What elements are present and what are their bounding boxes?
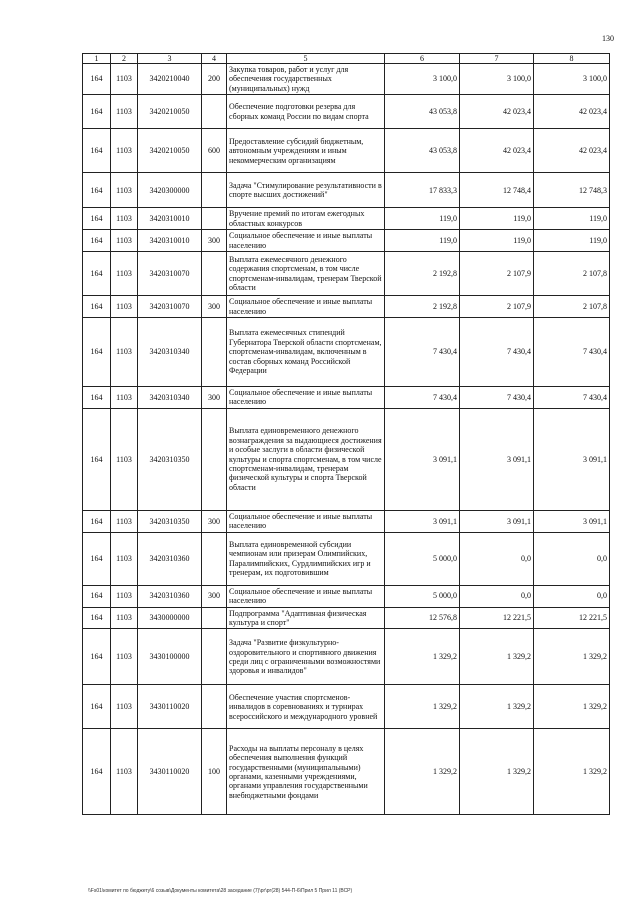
table-cell-c1: 164 xyxy=(83,607,111,629)
table-cell-c6: 7 430,4 xyxy=(385,317,460,386)
table-cell-c5: Задача "Стимулирование результативности в спорте высших достижений" xyxy=(227,173,385,208)
table-cell-c1: 164 xyxy=(83,729,111,815)
table-cell-c2: 1103 xyxy=(111,129,138,173)
table-cell-c6: 1 329,2 xyxy=(385,729,460,815)
table-cell-c2: 1103 xyxy=(111,585,138,607)
table-cell-c1: 164 xyxy=(83,252,111,296)
table-cell-c5: Социальное обеспечение и иные выплаты населению xyxy=(227,296,385,318)
table-cell-c6: 2 192,8 xyxy=(385,252,460,296)
table-cell-c1: 164 xyxy=(83,629,111,685)
table-cell-c7: 3 100,0 xyxy=(460,64,534,95)
table-header-row xyxy=(83,54,610,64)
table-cell-c3: 3420310010 xyxy=(138,208,202,230)
table-cell-c2: 1103 xyxy=(111,386,138,408)
table-row xyxy=(83,296,610,318)
table-cell-c3: 3420310360 xyxy=(138,532,202,585)
table-cell-c7: 7 430,4 xyxy=(460,317,534,386)
table-cell-c6: 3 091,1 xyxy=(385,510,460,532)
table-row xyxy=(83,252,610,296)
footer-file-path: \\Fs01\комитет по бюджету\6 созыв\Документы комитета\28 заседание (7)\рг\рг(28) 544-П-6\Прил 5 Прил 11 (ВСР) xyxy=(88,888,353,894)
table-row xyxy=(83,64,610,95)
table-cell-c6: 1 329,2 xyxy=(385,685,460,729)
table-cell-c5: Социальное обеспечение и иные выплаты населению xyxy=(227,386,385,408)
table-cell-c4 xyxy=(202,252,227,296)
table-cell-c2: 1103 xyxy=(111,729,138,815)
column-header-4: 4 xyxy=(202,54,227,64)
table-cell-c4 xyxy=(202,408,227,510)
table-cell-c3: 3420210050 xyxy=(138,129,202,173)
table-cell-c1: 164 xyxy=(83,230,111,252)
table-cell-c4 xyxy=(202,685,227,729)
table-cell-c3: 3420310360 xyxy=(138,585,202,607)
table-cell-c7: 42 023,4 xyxy=(460,95,534,129)
table-cell-c8: 2 107,8 xyxy=(534,296,610,318)
table-cell-c5: Подпрограмма "Адаптивная физическая культура и спорт" xyxy=(227,607,385,629)
table-cell-c8: 119,0 xyxy=(534,230,610,252)
table-body xyxy=(83,64,610,815)
table-cell-c4: 300 xyxy=(202,510,227,532)
table-cell-c7: 1 329,2 xyxy=(460,685,534,729)
table-cell-c6: 5 000,0 xyxy=(385,532,460,585)
table-row xyxy=(83,510,610,532)
column-header-8: 8 xyxy=(534,54,610,64)
table-cell-c8: 119,0 xyxy=(534,208,610,230)
table-cell-c2: 1103 xyxy=(111,252,138,296)
table-cell-c8: 1 329,2 xyxy=(534,629,610,685)
page-number: 130 xyxy=(602,34,614,43)
table-cell-c2: 1103 xyxy=(111,95,138,129)
table-cell-c6: 119,0 xyxy=(385,230,460,252)
table-row xyxy=(83,317,610,386)
table-cell-c3: 3420210050 xyxy=(138,95,202,129)
table-cell-c4 xyxy=(202,208,227,230)
table-cell-c3: 3420310350 xyxy=(138,510,202,532)
table-cell-c8: 3 100,0 xyxy=(534,64,610,95)
table-cell-c2: 1103 xyxy=(111,64,138,95)
table-cell-c4 xyxy=(202,532,227,585)
table-cell-c5: Социальное обеспечение и иные выплаты населению xyxy=(227,510,385,532)
table-cell-c7: 119,0 xyxy=(460,230,534,252)
table-cell-c3: 3420310340 xyxy=(138,386,202,408)
table-cell-c6: 43 053,8 xyxy=(385,129,460,173)
table-cell-c4 xyxy=(202,317,227,386)
table-cell-c7: 1 329,2 xyxy=(460,729,534,815)
table-cell-c5: Выплата единовременной субсидии чемпионам или призерам Олимпийских, Паралимпийских, Сурдлимпийских игр и тренерам, их подготовившим xyxy=(227,532,385,585)
table-cell-c4: 300 xyxy=(202,585,227,607)
table-cell-c8: 0,0 xyxy=(534,532,610,585)
table-cell-c3: 3430000000 xyxy=(138,607,202,629)
table-cell-c3: 3420310340 xyxy=(138,317,202,386)
table-cell-c7: 3 091,1 xyxy=(460,408,534,510)
table-cell-c6: 3 100,0 xyxy=(385,64,460,95)
table-cell-c6: 1 329,2 xyxy=(385,629,460,685)
table-cell-c3: 3430100000 xyxy=(138,629,202,685)
table-cell-c6: 3 091,1 xyxy=(385,408,460,510)
table-cell-c8: 42 023,4 xyxy=(534,95,610,129)
table-cell-c2: 1103 xyxy=(111,408,138,510)
table-cell-c5: Выплата ежемесячного денежного содержания спортсменам, в том числе спортсменам-инвалидам, тренерам Тверской области xyxy=(227,252,385,296)
table-row xyxy=(83,685,610,729)
table-cell-c7: 1 329,2 xyxy=(460,629,534,685)
table-cell-c5: Задача "Развитие физкультурно-оздоровительного и спортивного движения среди лиц с ограниченными возможностями здоровья и инвалидов" xyxy=(227,629,385,685)
table-cell-c8: 3 091,1 xyxy=(534,408,610,510)
table-row xyxy=(83,585,610,607)
table-cell-c2: 1103 xyxy=(111,317,138,386)
table-cell-c3: 3420310070 xyxy=(138,296,202,318)
table-cell-c2: 1103 xyxy=(111,173,138,208)
table-cell-c4 xyxy=(202,607,227,629)
table-cell-c3: 3420310010 xyxy=(138,230,202,252)
table-cell-c5: Обеспечение подготовки резерва для сборных команд России по видам спорта xyxy=(227,95,385,129)
table-cell-c3: 3420210040 xyxy=(138,64,202,95)
table-cell-c3: 3430110020 xyxy=(138,729,202,815)
table-cell-c7: 3 091,1 xyxy=(460,510,534,532)
table-cell-c7: 12 748,4 xyxy=(460,173,534,208)
table-cell-c6: 12 576,8 xyxy=(385,607,460,629)
table-cell-c8: 0,0 xyxy=(534,585,610,607)
table-cell-c1: 164 xyxy=(83,64,111,95)
table-cell-c7: 0,0 xyxy=(460,532,534,585)
table-cell-c8: 2 107,8 xyxy=(534,252,610,296)
table-cell-c6: 7 430,4 xyxy=(385,386,460,408)
table-row xyxy=(83,208,610,230)
table-cell-c4 xyxy=(202,95,227,129)
table-cell-c5: Вручение премий по итогам ежегодных областных конкурсов xyxy=(227,208,385,230)
table-cell-c6: 43 053,8 xyxy=(385,95,460,129)
table-cell-c2: 1103 xyxy=(111,532,138,585)
table-cell-c5: Социальное обеспечение и иные выплаты населению xyxy=(227,585,385,607)
table-cell-c5: Выплата ежемесячных стипендий Губернатора Тверской области спортсменам, спортсменам-инвалидам, включенным в состав сборных команд Российской Федерации xyxy=(227,317,385,386)
table-cell-c8: 7 430,4 xyxy=(534,386,610,408)
table-cell-c4: 100 xyxy=(202,729,227,815)
table-row xyxy=(83,629,610,685)
table-cell-c8: 3 091,1 xyxy=(534,510,610,532)
table-row xyxy=(83,607,610,629)
table-cell-c6: 17 833,3 xyxy=(385,173,460,208)
table-cell-c8: 7 430,4 xyxy=(534,317,610,386)
table-row xyxy=(83,532,610,585)
table-row xyxy=(83,129,610,173)
table-cell-c1: 164 xyxy=(83,532,111,585)
table-cell-c5: Закупка товаров, работ и услуг для обеспечения государственных (муниципальных) нужд xyxy=(227,64,385,95)
table-cell-c4 xyxy=(202,173,227,208)
table-row xyxy=(83,230,610,252)
table-row xyxy=(83,729,610,815)
table-cell-c2: 1103 xyxy=(111,629,138,685)
column-header-5: 5 xyxy=(227,54,385,64)
table-cell-c3: 3430110020 xyxy=(138,685,202,729)
column-header-2: 2 xyxy=(111,54,138,64)
table-cell-c7: 119,0 xyxy=(460,208,534,230)
budget-table xyxy=(82,53,610,815)
table-cell-c2: 1103 xyxy=(111,685,138,729)
table-cell-c4: 600 xyxy=(202,129,227,173)
column-header-7: 7 xyxy=(460,54,534,64)
table-cell-c5: Обеспечение участия спортсменов-инвалидов в соревнованиях и турнирах всероссийского и международного уровней xyxy=(227,685,385,729)
table-cell-c1: 164 xyxy=(83,173,111,208)
table-cell-c1: 164 xyxy=(83,317,111,386)
table-cell-c4: 300 xyxy=(202,296,227,318)
table-cell-c1: 164 xyxy=(83,208,111,230)
table-row xyxy=(83,95,610,129)
table-cell-c7: 0,0 xyxy=(460,585,534,607)
table-cell-c7: 7 430,4 xyxy=(460,386,534,408)
table-cell-c1: 164 xyxy=(83,386,111,408)
table-cell-c5: Выплата единовременного денежного вознаграждения за выдающиеся достижения и особые заслуги в области физической культуры и спорта спортсменам, в том числе спортсменам-инвалидам, тренерам физической культуры и спорта Тверской области xyxy=(227,408,385,510)
column-header-6: 6 xyxy=(385,54,460,64)
table-cell-c1: 164 xyxy=(83,408,111,510)
table-cell-c2: 1103 xyxy=(111,607,138,629)
table-cell-c2: 1103 xyxy=(111,208,138,230)
table-cell-c8: 42 023,4 xyxy=(534,129,610,173)
table-cell-c3: 3420310070 xyxy=(138,252,202,296)
table-cell-c8: 1 329,2 xyxy=(534,729,610,815)
table-cell-c6: 119,0 xyxy=(385,208,460,230)
table-cell-c7: 42 023,4 xyxy=(460,129,534,173)
table-cell-c2: 1103 xyxy=(111,510,138,532)
table-cell-c1: 164 xyxy=(83,585,111,607)
table-row xyxy=(83,408,610,510)
table-cell-c8: 1 329,2 xyxy=(534,685,610,729)
table-cell-c2: 1103 xyxy=(111,230,138,252)
table-cell-c8: 12 748,3 xyxy=(534,173,610,208)
table-cell-c3: 3420300000 xyxy=(138,173,202,208)
table-cell-c3: 3420310350 xyxy=(138,408,202,510)
table-cell-c5: Социальное обеспечение и иные выплаты населению xyxy=(227,230,385,252)
table-cell-c4: 200 xyxy=(202,64,227,95)
table-row xyxy=(83,173,610,208)
column-header-3: 3 xyxy=(138,54,202,64)
table-cell-c7: 2 107,9 xyxy=(460,252,534,296)
table-cell-c4: 300 xyxy=(202,230,227,252)
table-cell-c1: 164 xyxy=(83,510,111,532)
table-cell-c6: 2 192,8 xyxy=(385,296,460,318)
table-cell-c6: 5 000,0 xyxy=(385,585,460,607)
table-cell-c4 xyxy=(202,629,227,685)
table-cell-c5: Расходы на выплаты персоналу в целях обеспечения выполнения функций государственными (муниципальными) органами, казенными учреждениями, органами управления государственными внебюджетными фондами xyxy=(227,729,385,815)
table-cell-c1: 164 xyxy=(83,296,111,318)
table-cell-c5: Предоставление субсидий бюджетным, автономным учреждениям и иным некоммерческим организациям xyxy=(227,129,385,173)
table-cell-c7: 12 221,5 xyxy=(460,607,534,629)
table-cell-c1: 164 xyxy=(83,129,111,173)
table-cell-c4: 300 xyxy=(202,386,227,408)
table-cell-c8: 12 221,5 xyxy=(534,607,610,629)
table-cell-c1: 164 xyxy=(83,685,111,729)
table-cell-c7: 2 107,9 xyxy=(460,296,534,318)
column-header-1: 1 xyxy=(83,54,111,64)
table-cell-c2: 1103 xyxy=(111,296,138,318)
table-row xyxy=(83,386,610,408)
table-cell-c1: 164 xyxy=(83,95,111,129)
